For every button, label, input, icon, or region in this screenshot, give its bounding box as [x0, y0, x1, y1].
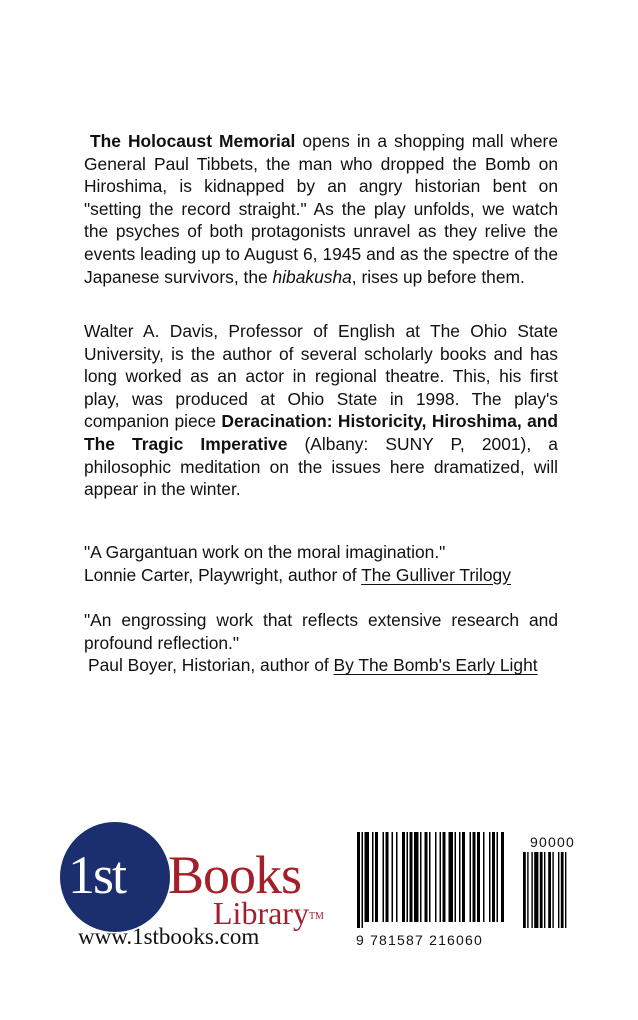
attribution-work: The Gulliver Trilogy [361, 564, 511, 585]
publisher-logo [60, 818, 324, 931]
attribution-text: Lonnie Carter, Playwright, author of [84, 564, 362, 585]
blurb-quote: "A Gargantuan work on the moral imagination." [84, 542, 446, 562]
bio-text-2: (Albany: SUNY P, 2001), a philosophic meditation on the issues here dramatized, will appear in the winter. [84, 433, 558, 500]
blurb-quote: "An engrossing work that reflects extensive research and profound reflection." [84, 610, 558, 653]
trademark-mark: TM [308, 911, 324, 922]
logo-library-word: Library [213, 895, 309, 931]
author-bio-paragraph [84, 320, 558, 501]
synopsis-text-2: , rises up before them. [351, 266, 525, 287]
attribution-work: By The Bomb's Early Light [333, 655, 538, 676]
blurb-carter [84, 541, 574, 586]
synopsis-text-1: opens in a shopping mall where General Paul Tibbets, the man who dropped the Bomb on Hiroshima, is kidnapped by an angry historian bent on "setting the record straight." As the play unfolds, we watch the psyches of both protagonists unravel as they relive the events leading up to August 6, 1945 and as the spectre of the Japanese survivors, the [84, 131, 558, 287]
companion-book-title: Deracination: Historicity, Hiroshima, and The Tragic Imperative [84, 411, 558, 454]
logo-books-text: Books [168, 845, 302, 905]
blurb-attribution [84, 654, 574, 677]
blurb-boyer [84, 609, 574, 677]
addon-digits: 90000 [530, 834, 575, 850]
play-title: The Holocaust Memorial [90, 131, 296, 151]
publisher-url: www.1stbooks.com [78, 924, 260, 949]
blurb-attribution [84, 564, 574, 587]
hibakusha-term: hibakusha [272, 266, 352, 287]
logo-1st-text: 1st [68, 845, 126, 905]
isbn-digits: 9 781587 216060 [356, 932, 483, 948]
attribution-text: Paul Boyer, Historian, author of [88, 655, 334, 676]
bio-text-1: Walter A. Davis, Professor of English at The Ohio State University, is the author of several scholarly books and has long worked as an actor in regional theatre. This, his first play, was produced at Ohio State in 1998. The play's companion piece [84, 321, 558, 432]
synopsis-paragraph [84, 130, 558, 288]
